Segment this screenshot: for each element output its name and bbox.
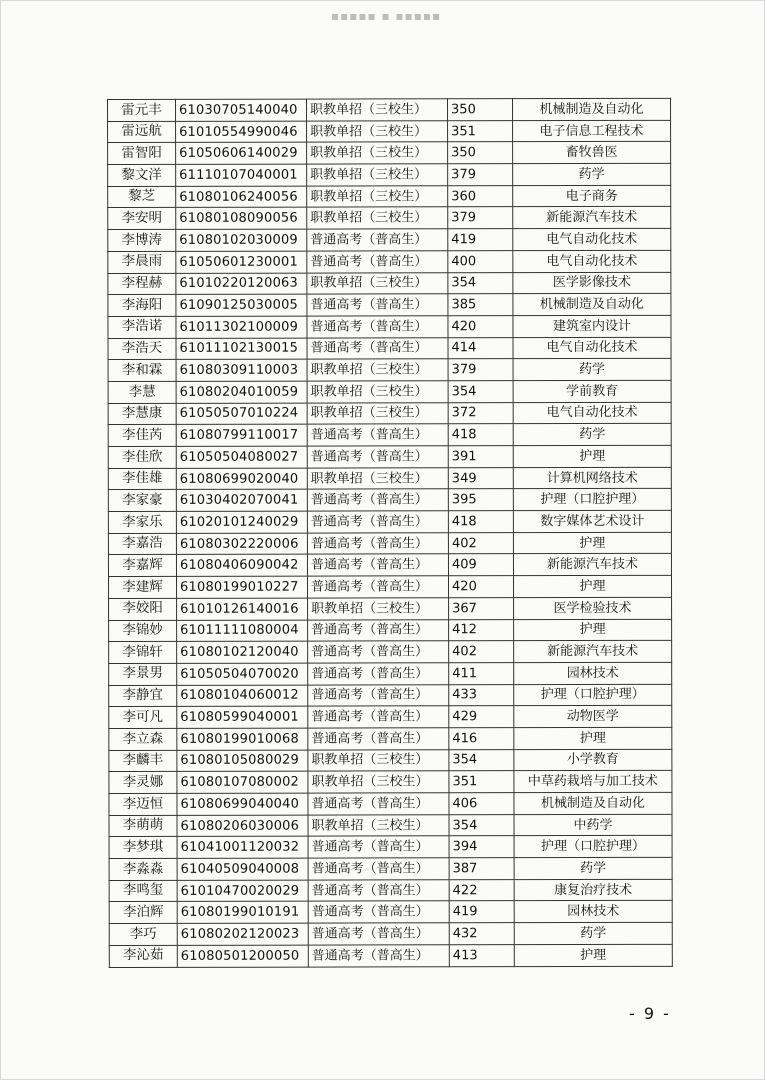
cell-exam-id: 61090125030005 (176, 294, 307, 316)
table-row (109, 922, 672, 945)
cell-admission-type: 职教单招（三校生） (307, 402, 448, 424)
cell-name: 李慧康 (108, 403, 176, 425)
cell-admission-type: 职教单招（三校生） (307, 142, 448, 164)
cell-admission-type: 普通高考（普高生） (308, 880, 449, 902)
cell-name: 李泊辉 (109, 902, 177, 924)
cell-name: 李可凡 (109, 707, 177, 729)
cell-major: 动物医学 (514, 706, 672, 728)
cell-name: 李梦琪 (109, 837, 177, 859)
cell-score: 406 (449, 793, 514, 815)
cell-name: 李锦妙 (109, 620, 177, 642)
cell-name: 李和霖 (108, 360, 176, 382)
cell-exam-id: 61040509040008 (177, 858, 308, 880)
cell-exam-id: 61080309110003 (176, 359, 307, 381)
cell-name: 李佳芮 (108, 425, 176, 447)
cell-admission-type: 普通高考（普高生） (307, 576, 448, 598)
cell-exam-id: 61011302100009 (176, 316, 307, 338)
cell-major: 机械制造及自动化 (513, 98, 671, 120)
cell-score: 412 (449, 619, 514, 641)
cell-major: 药学 (514, 922, 672, 944)
cell-major: 药学 (513, 359, 671, 381)
cell-admission-type: 普通高考（普高生） (307, 511, 448, 533)
cell-score: 420 (448, 316, 513, 338)
table-row (108, 489, 671, 512)
table-row (108, 272, 671, 295)
cell-name: 李姣阳 (109, 598, 177, 620)
cell-score: 349 (448, 467, 513, 489)
cell-major: 电气自动化技术 (513, 337, 671, 359)
cell-major: 护理 (514, 727, 672, 749)
cell-name: 李浩天 (108, 338, 176, 360)
cell-exam-id: 61080104060012 (177, 685, 308, 707)
cell-major: 护理 (513, 532, 671, 554)
cell-score: 354 (449, 749, 514, 771)
cell-admission-type: 职教单招（三校生） (307, 381, 448, 403)
cell-name: 李萌萌 (109, 815, 177, 837)
cell-score: 400 (448, 250, 513, 272)
cell-score: 429 (449, 706, 514, 728)
cell-exam-id: 61080406090042 (176, 555, 307, 577)
table-row (108, 532, 671, 555)
cell-name: 李佳雄 (108, 468, 176, 490)
table-row (109, 619, 672, 642)
table-row (108, 142, 671, 165)
cell-admission-type: 普通高考（普高生） (308, 836, 449, 858)
cell-admission-type: 普通高考（普高生） (307, 554, 448, 576)
cell-exam-id: 61080102120040 (177, 641, 308, 663)
cell-score: 411 (449, 663, 514, 685)
cell-admission-type: 普通高考（普高生） (308, 858, 449, 880)
cell-major: 电气自动化技术 (513, 402, 671, 424)
cell-exam-id: 61010220120063 (176, 273, 307, 295)
cell-exam-id: 61080699020040 (176, 468, 307, 490)
cell-admission-type: 职教单招（三校生） (307, 272, 448, 294)
table-row (109, 641, 672, 664)
cell-major: 园林技术 (514, 662, 672, 684)
faint-header-mark: ▪▪▪▪▪ ▪ ▪▪▪▪▪ (331, 9, 442, 23)
cell-major: 电气自动化技术 (513, 250, 671, 272)
cell-major: 园林技术 (514, 901, 672, 923)
cell-score: 432 (449, 923, 514, 945)
cell-name: 黎文洋 (108, 164, 176, 186)
cell-score: 385 (448, 294, 513, 316)
cell-score: 413 (449, 944, 514, 966)
cell-admission-type: 普通高考（普高生） (308, 728, 449, 750)
cell-name: 李建辉 (109, 576, 177, 598)
table-row (108, 445, 671, 468)
cell-exam-id: 61080199010068 (177, 728, 308, 750)
cell-major: 中草药栽培与加工技术 (514, 771, 672, 793)
cell-admission-type: 普通高考（普高生） (308, 923, 449, 945)
cell-exam-id: 61080199010191 (177, 902, 308, 924)
cell-admission-type: 普通高考（普高生） (308, 706, 449, 728)
table-row (109, 684, 672, 707)
cell-major: 护理（口腔护理） (513, 489, 671, 511)
table-row (109, 749, 672, 772)
cell-major: 电气自动化技术 (513, 228, 671, 250)
cell-score: 367 (449, 597, 514, 619)
cell-name: 李巧 (109, 923, 177, 945)
cell-major: 新能源汽车技术 (514, 641, 672, 663)
table-row (108, 120, 671, 143)
cell-major: 护理 (513, 445, 671, 467)
cell-admission-type: 职教单招（三校生） (308, 749, 449, 771)
cell-name: 李佳欣 (108, 446, 176, 468)
cell-score: 354 (449, 814, 514, 836)
cell-score: 414 (448, 337, 513, 359)
table-row (108, 467, 671, 490)
cell-admission-type: 普通高考（普高生） (307, 337, 448, 359)
cell-score: 409 (448, 554, 513, 576)
table-row (109, 706, 672, 729)
table-row (108, 510, 671, 533)
cell-exam-id: 61080106240056 (176, 186, 307, 208)
cell-admission-type: 职教单招（三校生） (307, 164, 448, 186)
cell-major: 医学检验技术 (514, 597, 672, 619)
cell-name: 李灵娜 (109, 772, 177, 794)
cell-major: 电子商务 (513, 185, 671, 207)
cell-admission-type: 普通高考（普高生） (307, 424, 448, 446)
cell-name: 雷智阳 (108, 143, 176, 165)
cell-score: 418 (448, 511, 513, 533)
table-row (108, 402, 671, 425)
cell-admission-type: 职教单招（三校生） (308, 814, 449, 836)
table-row (109, 814, 672, 837)
cell-name: 李嘉辉 (108, 555, 176, 577)
cell-name: 雷元丰 (108, 99, 176, 121)
cell-name: 李景男 (109, 663, 177, 685)
cell-exam-id: 61080599040001 (177, 706, 308, 728)
cell-score: 402 (448, 532, 513, 554)
cell-exam-id: 61080102030009 (176, 229, 307, 251)
cell-exam-id: 61030705140040 (176, 99, 307, 121)
cell-exam-id: 61050601230001 (176, 251, 307, 273)
table-row (108, 315, 671, 338)
cell-exam-id: 61080199010227 (177, 576, 308, 598)
cell-admission-type: 普通高考（普高生） (307, 489, 448, 511)
cell-exam-id: 61041001120032 (177, 836, 308, 858)
cell-score: 433 (449, 684, 514, 706)
cell-score: 354 (448, 381, 513, 403)
cell-score: 379 (448, 207, 513, 229)
table-row (109, 597, 672, 620)
table-row (109, 836, 672, 859)
cell-admission-type: 职教单招（三校生） (308, 598, 449, 620)
table-row (108, 163, 671, 186)
cell-exam-id: 61011102130015 (176, 338, 307, 360)
cell-admission-type: 普通高考（普高生） (307, 316, 448, 338)
cell-major: 护理 (513, 575, 671, 597)
table-row (109, 727, 672, 750)
cell-name: 李静宜 (109, 685, 177, 707)
cell-admission-type: 普通高考（普高生） (308, 641, 449, 663)
cell-admission-type: 职教单招（三校生） (307, 186, 448, 208)
table-row (108, 250, 671, 273)
cell-exam-id: 61010470020029 (177, 880, 308, 902)
cell-major: 机械制造及自动化 (513, 294, 671, 316)
cell-major: 新能源汽车技术 (513, 207, 671, 229)
table-row (109, 792, 672, 815)
table-row (109, 662, 672, 685)
cell-score: 351 (448, 120, 513, 142)
cell-score: 395 (448, 489, 513, 511)
cell-admission-type: 普通高考（普高生） (308, 945, 449, 967)
cell-score: 387 (449, 858, 514, 880)
table-row (108, 228, 671, 251)
cell-name: 李博涛 (108, 229, 176, 251)
cell-major: 药学 (513, 424, 671, 446)
cell-name: 李鸣玺 (109, 880, 177, 902)
cell-exam-id: 61110107040001 (176, 164, 307, 186)
cell-admission-type: 普通高考（普高生） (308, 684, 449, 706)
cell-name: 李浩诺 (108, 316, 176, 338)
cell-name: 李家乐 (108, 511, 176, 533)
cell-score: 419 (449, 901, 514, 923)
cell-name: 李锦轩 (109, 642, 177, 664)
table-row (108, 294, 671, 317)
cell-score: 394 (449, 836, 514, 858)
table-row (108, 337, 671, 360)
cell-score: 420 (448, 576, 513, 598)
cell-major: 护理 (514, 944, 672, 966)
cell-major: 电子信息工程技术 (513, 120, 671, 142)
cell-admission-type: 普通高考（普高生） (308, 793, 449, 815)
cell-exam-id: 61010554990046 (176, 121, 307, 143)
cell-exam-id: 61080699040040 (177, 793, 308, 815)
table-row (109, 771, 672, 794)
cell-name: 雷远航 (108, 121, 176, 143)
cell-admission-type: 职教单招（三校生） (308, 771, 449, 793)
cell-exam-id: 61080108090056 (176, 208, 307, 230)
cell-major: 建筑室内设计 (513, 315, 671, 337)
cell-score: 419 (448, 229, 513, 251)
cell-exam-id: 61080501200050 (177, 945, 308, 967)
cell-exam-id: 61050504070020 (177, 663, 308, 685)
cell-name: 李晨雨 (108, 251, 176, 273)
cell-name: 李立森 (109, 728, 177, 750)
cell-score: 350 (448, 99, 513, 121)
cell-admission-type: 职教单招（三校生） (307, 120, 448, 142)
cell-score: 418 (448, 424, 513, 446)
cell-score: 372 (448, 402, 513, 424)
cell-name: 黎芝 (108, 186, 176, 208)
cell-exam-id: 61080204010059 (176, 381, 307, 403)
cell-exam-id: 61010126140016 (177, 598, 308, 620)
cell-major: 数字媒体艺术设计 (513, 510, 671, 532)
cell-name: 李慧 (108, 381, 176, 403)
cell-admission-type: 职教单招（三校生） (307, 207, 448, 229)
cell-major: 新能源汽车技术 (513, 554, 671, 576)
cell-name: 李淼淼 (109, 858, 177, 880)
cell-admission-type: 普通高考（普高生） (307, 446, 448, 468)
page-number: - 9 - (629, 1004, 671, 1023)
table-row (108, 380, 671, 403)
cell-admission-type: 职教单招（三校生） (307, 99, 448, 121)
cell-name: 李安明 (108, 208, 176, 230)
cell-exam-id: 61030402070041 (176, 489, 307, 511)
table-row (109, 901, 672, 924)
cell-name: 李迈恒 (109, 793, 177, 815)
cell-exam-id: 61050507010224 (176, 403, 307, 425)
cell-major: 药学 (513, 163, 671, 185)
cell-exam-id: 61080206030006 (177, 815, 308, 837)
cell-major: 护理 (514, 619, 672, 641)
cell-major: 中药学 (514, 814, 672, 836)
cell-exam-id: 61050504080027 (176, 446, 307, 468)
cell-exam-id: 61011111080004 (177, 620, 308, 642)
cell-exam-id: 61080302220006 (176, 533, 307, 555)
cell-admission-type: 普通高考（普高生） (307, 251, 448, 273)
table-row (108, 185, 671, 208)
cell-score: 416 (449, 728, 514, 750)
cell-score: 351 (449, 771, 514, 793)
roster-body (108, 98, 673, 967)
cell-admission-type: 普通高考（普高生） (307, 294, 448, 316)
cell-major: 小学教育 (514, 749, 672, 771)
cell-exam-id: 61080105080029 (177, 750, 308, 772)
cell-name: 李嘉浩 (108, 533, 176, 555)
cell-admission-type: 普通高考（普高生） (307, 229, 448, 251)
cell-major: 机械制造及自动化 (514, 792, 672, 814)
table-row (108, 424, 671, 447)
cell-admission-type: 普通高考（普高生） (308, 901, 449, 923)
table-row (109, 575, 672, 598)
cell-name: 李家豪 (108, 490, 176, 512)
cell-exam-id: 61020101240029 (176, 511, 307, 533)
cell-name: 李海阳 (108, 295, 176, 317)
cell-exam-id: 61080202120023 (177, 923, 308, 945)
cell-name: 李麟丰 (109, 750, 177, 772)
cell-score: 379 (448, 164, 513, 186)
cell-major: 学前教育 (513, 380, 671, 402)
table-row (108, 554, 671, 577)
admission-roster-table (107, 98, 673, 968)
cell-major: 护理（口腔护理） (514, 836, 672, 858)
table-row (108, 207, 671, 230)
cell-major: 畜牧兽医 (513, 142, 671, 164)
cell-major: 医学影像技术 (513, 272, 671, 294)
cell-major: 计算机网络技术 (513, 467, 671, 489)
cell-major: 康复治疗技术 (514, 879, 672, 901)
table-row (108, 98, 671, 121)
table-row (109, 857, 672, 880)
cell-exam-id: 61050606140029 (176, 142, 307, 164)
cell-exam-id: 61080799110017 (176, 424, 307, 446)
table-row (108, 359, 671, 382)
cell-score: 360 (448, 185, 513, 207)
cell-admission-type: 职教单招（三校生） (307, 467, 448, 489)
cell-name: 李沁茹 (109, 945, 177, 967)
cell-major: 护理（口腔护理） (514, 684, 672, 706)
cell-score: 391 (448, 446, 513, 468)
cell-admission-type: 普通高考（普高生） (308, 663, 449, 685)
cell-admission-type: 职教单招（三校生） (307, 359, 448, 381)
table-row (109, 944, 672, 967)
cell-admission-type: 普通高考（普高生） (308, 619, 449, 641)
cell-major: 药学 (514, 857, 672, 879)
cell-exam-id: 61080107080002 (177, 771, 308, 793)
cell-name: 李程赫 (108, 273, 176, 295)
cell-admission-type: 普通高考（普高生） (307, 533, 448, 555)
cell-score: 379 (448, 359, 513, 381)
cell-score: 402 (449, 641, 514, 663)
cell-score: 422 (449, 879, 514, 901)
table-row (109, 879, 672, 902)
cell-score: 350 (448, 142, 513, 164)
cell-score: 354 (448, 272, 513, 294)
